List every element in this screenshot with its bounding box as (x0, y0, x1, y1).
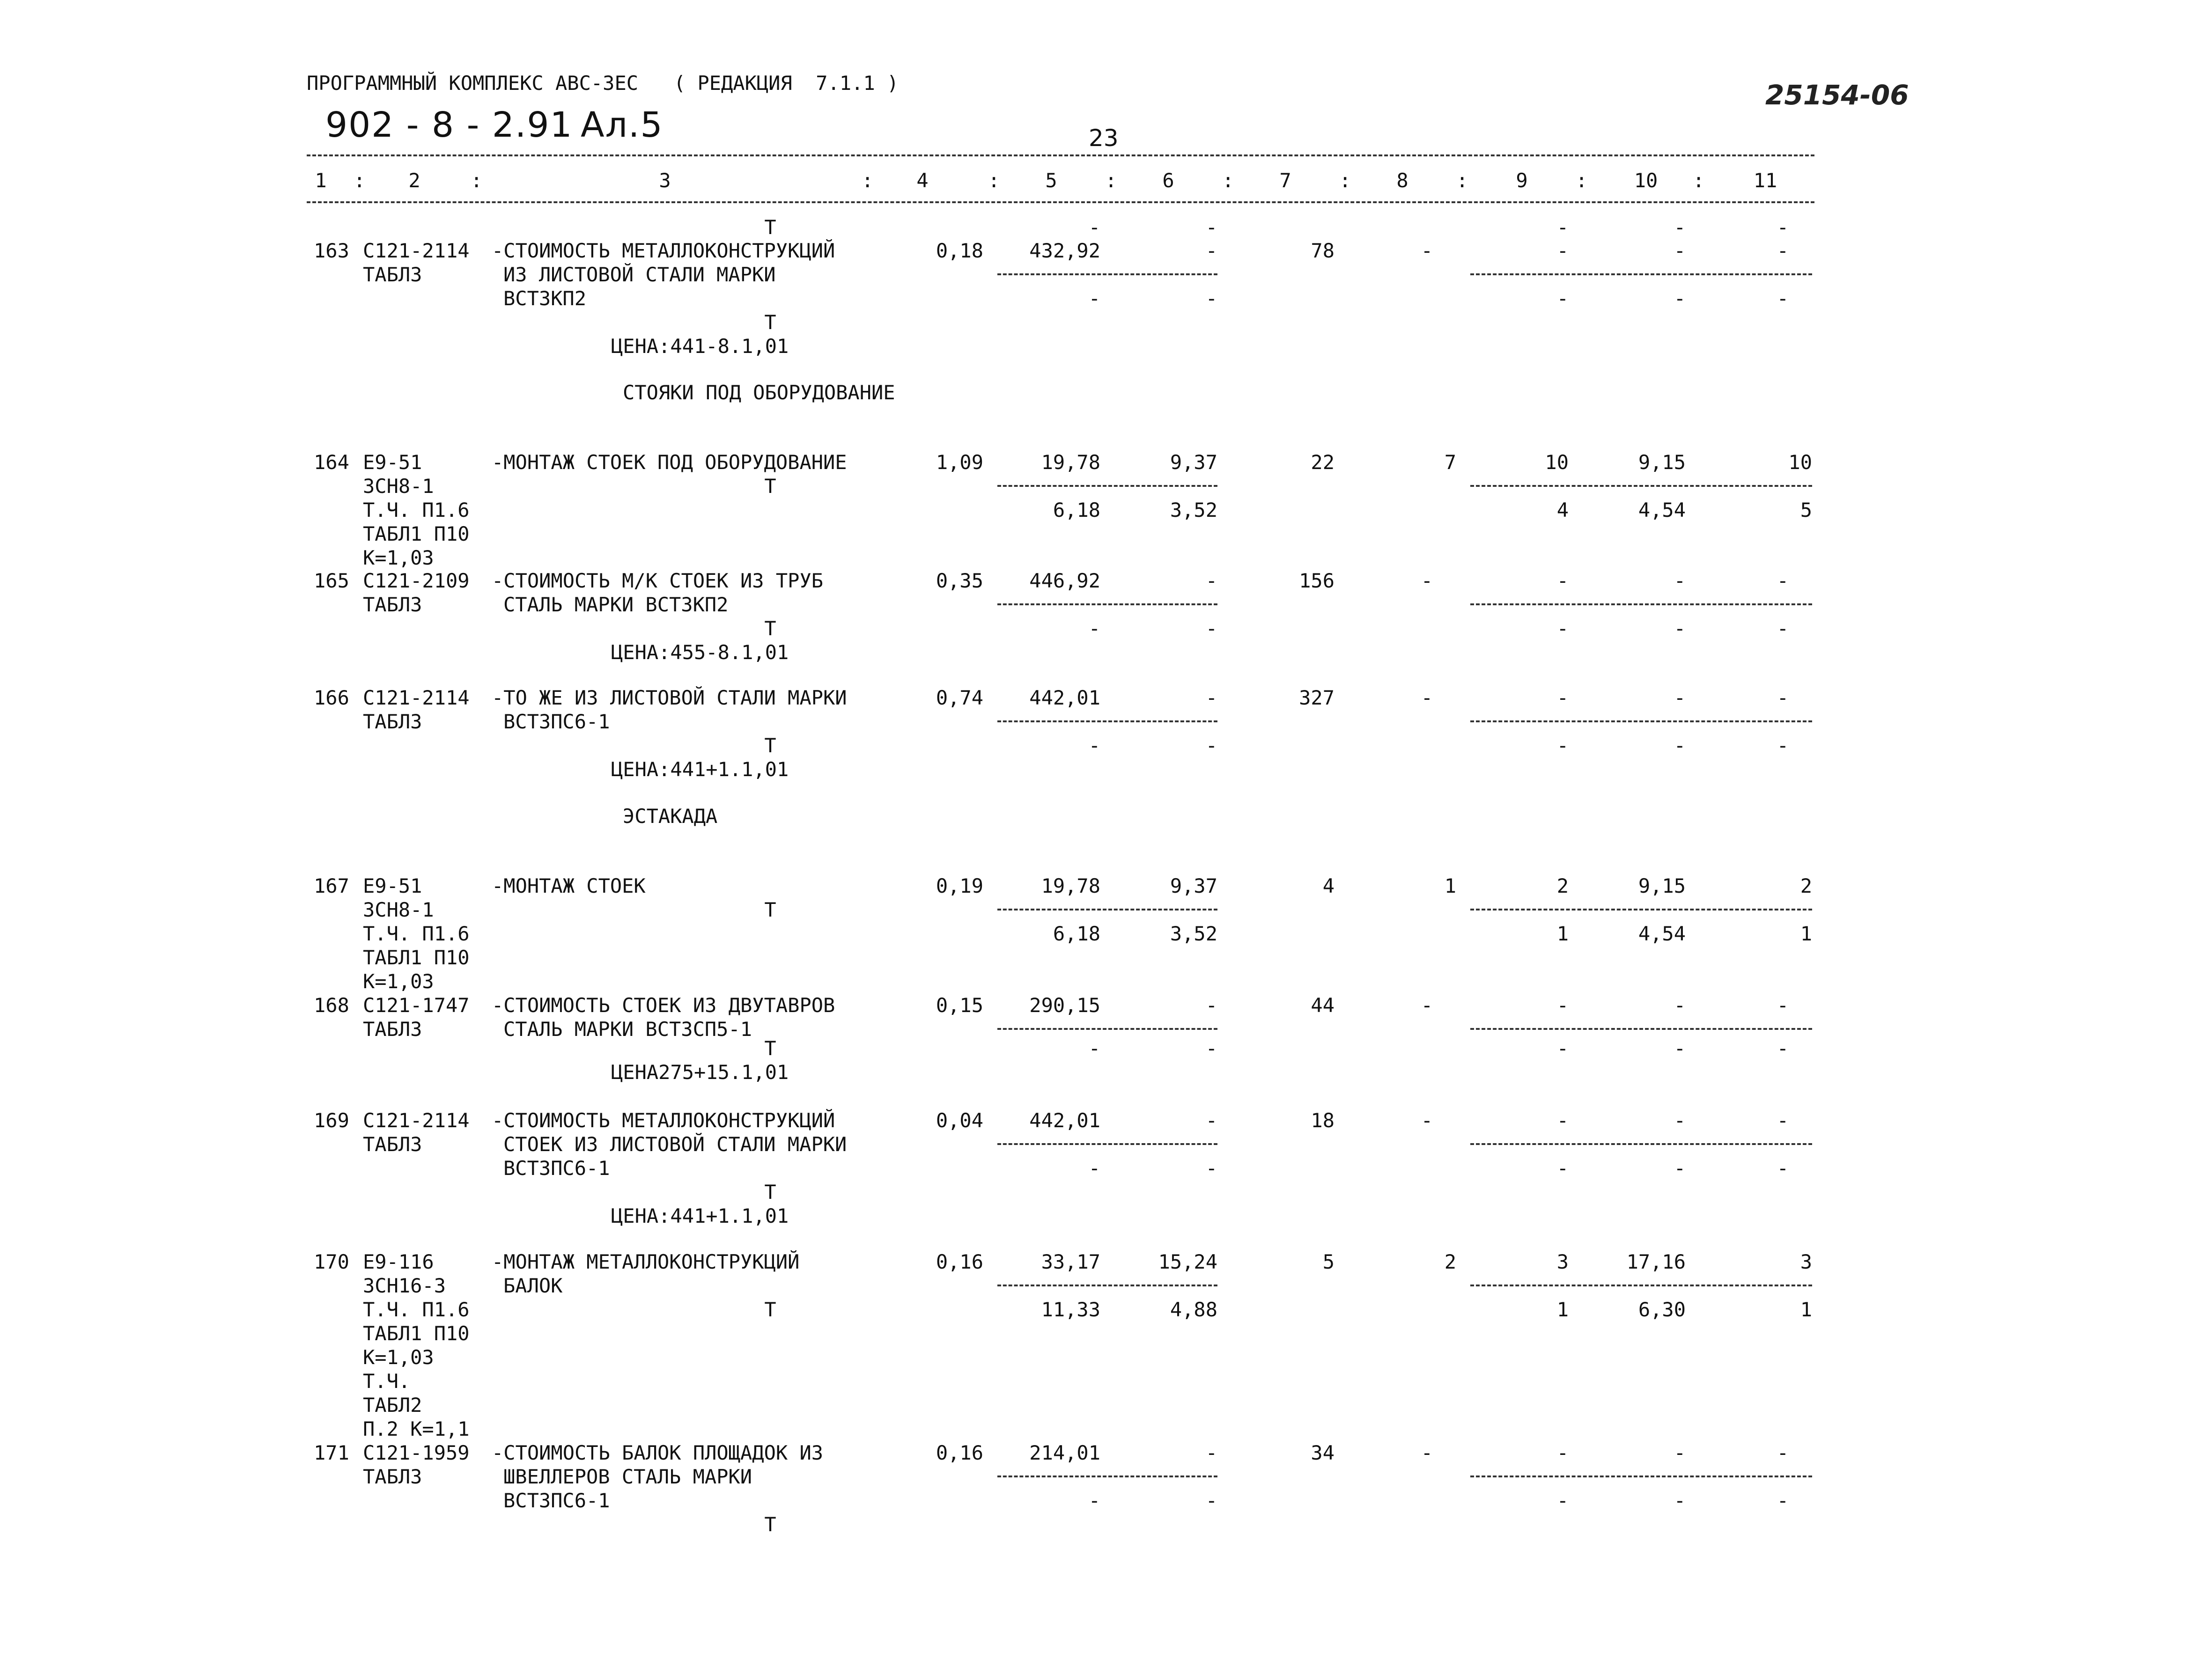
cell: 18 (1311, 1109, 1335, 1132)
price-note: ЦЕНА:441-8.1,01 (611, 335, 789, 358)
row-code-extra: Т.Ч. П1.6 (363, 499, 470, 521)
cell: - (1205, 239, 1217, 262)
cell: 290,15 (1029, 994, 1100, 1017)
cell: 1 (1800, 1298, 1812, 1321)
cell: - (1777, 686, 1789, 709)
row-number: 166 (314, 686, 349, 709)
row-description: СТАЛЬ МАРКИ ВСТ3КП2 (503, 593, 729, 616)
cell-quantity: 0,04 (936, 1109, 983, 1132)
column-header: 5 (1045, 169, 1057, 192)
cell: 6,30 (1638, 1298, 1686, 1321)
cell: - (1777, 617, 1789, 640)
cell: 4 (1322, 874, 1335, 897)
row-description: -СТОИМОСТЬ СТОЕК ИЗ ДВУТАВРОВ (492, 994, 835, 1017)
cell: 7 (1444, 451, 1456, 474)
row-description: БАЛОК (503, 1274, 563, 1297)
cell: - (1421, 1441, 1433, 1464)
row-code: С121-1959 (363, 1441, 470, 1464)
cell-divider (1470, 909, 1812, 910)
section-heading: ЭСТАКАДА (623, 805, 718, 828)
row-code-extra: Т.Ч. П1.6 (363, 1298, 470, 1321)
cell: - (1777, 569, 1789, 592)
cell: - (1674, 1037, 1686, 1060)
column-header: 8 (1396, 169, 1408, 192)
cell: - (1556, 617, 1569, 640)
cell-divider (1470, 720, 1812, 722)
cell: - (1777, 1441, 1789, 1464)
program-title: ПРОГРАММНЫЙ КОМПЛЕКС АВС-ЗЕС ( РЕДАКЦИЯ 7.1.1 ) (307, 72, 899, 95)
row-code-extra: ТАБЛ1 П10 (363, 522, 470, 545)
column-header: 6 (1162, 169, 1174, 192)
cell: - (1088, 287, 1100, 310)
column-separator: : (1576, 169, 1588, 192)
cell: - (1556, 216, 1569, 239)
column-header: 4 (916, 169, 929, 192)
row-code-extra: ТАБЛ1 П10 (363, 946, 470, 969)
price-note: ЦЕНА:455-8.1,01 (611, 641, 789, 664)
row-code: С121-2114 (363, 686, 470, 709)
cell: 1 (1556, 922, 1569, 945)
cell-divider (1470, 603, 1812, 605)
row-code-extra: К=1,03 (363, 546, 434, 569)
cell: - (1556, 686, 1569, 709)
cell: 3 (1556, 1250, 1569, 1273)
row-code: С121-2114 (363, 239, 470, 262)
cell: - (1205, 617, 1217, 640)
column-separator: : (354, 169, 366, 192)
cell: 9,37 (1170, 874, 1217, 897)
row-description: -СТОИМОСТЬ М/К СТОЕК ИЗ ТРУБ (492, 569, 824, 592)
cell: - (1556, 287, 1569, 310)
cell: - (1674, 1489, 1686, 1512)
cell: - (1777, 239, 1789, 262)
row-description: -МОНТАЖ СТОЕК (492, 874, 646, 897)
row-description: -ТО ЖЕ ИЗ ЛИСТОВОЙ СТАЛИ МАРКИ (492, 686, 847, 709)
cell: 19,78 (1041, 874, 1100, 897)
cell: 3 (1800, 1250, 1812, 1273)
cell: - (1556, 1109, 1569, 1132)
cell: 2 (1444, 1250, 1456, 1273)
row-description: -СТОИМОСТЬ МЕТАЛЛОКОНСТРУКЦИЙ (492, 239, 835, 262)
column-header: 11 (1753, 169, 1777, 192)
unit-label: Т (764, 311, 776, 334)
row-code: С121-1747 (363, 994, 470, 1017)
row-description: -СТОИМОСТЬ МЕТАЛЛОКОНСТРУКЦИЙ (492, 1109, 835, 1132)
unit-label: Т (764, 617, 776, 640)
cell-quantity: 0,15 (936, 994, 983, 1017)
row-code-extra: ТАБЛ2 (363, 1394, 422, 1417)
row-code: Е9-116 (363, 1250, 434, 1273)
row-description: СТАЛЬ МАРКИ ВСТ3СП5-1 (503, 1018, 752, 1041)
unit-label: Т (764, 898, 776, 921)
cell: - (1777, 1109, 1789, 1132)
cell: 4 (1556, 499, 1569, 521)
cell: 442,01 (1029, 1109, 1100, 1132)
cell: - (1205, 1157, 1217, 1180)
cell: 15,24 (1158, 1250, 1217, 1273)
cell: - (1556, 1489, 1569, 1512)
cell: - (1205, 287, 1217, 310)
cell: - (1674, 569, 1686, 592)
cell-quantity: 0,19 (936, 874, 983, 897)
column-header: 9 (1516, 169, 1528, 192)
cell: - (1674, 617, 1686, 640)
cell-divider (1470, 485, 1812, 487)
row-description: -МОНТАЖ МЕТАЛЛОКОНСТРУКЦИЙ (492, 1250, 800, 1273)
cell: 432,92 (1029, 239, 1100, 262)
cell: 4,54 (1638, 922, 1686, 945)
cell: - (1205, 569, 1217, 592)
cell: - (1674, 1441, 1686, 1464)
row-code: Е9-51 (363, 451, 422, 474)
cell: 9,37 (1170, 451, 1217, 474)
row-description: ВСТ3ПС6-1 (503, 1489, 610, 1512)
album-number: Ал.5 (581, 105, 664, 145)
cell: - (1556, 1441, 1569, 1464)
row-number: 170 (314, 1250, 349, 1273)
cell: - (1777, 1157, 1789, 1180)
cell: - (1205, 686, 1217, 709)
cell: - (1421, 994, 1433, 1017)
cell-divider (997, 1475, 1217, 1477)
column-separator: : (1456, 169, 1468, 192)
row-code-extra: П.2 К=1,1 (363, 1417, 470, 1440)
row-code-extra: ТАБЛ3 (363, 1133, 422, 1156)
cell: - (1205, 1441, 1217, 1464)
cell-divider (1470, 1028, 1812, 1030)
row-number: 167 (314, 874, 349, 897)
cell: 9,15 (1638, 874, 1686, 897)
cell: - (1556, 239, 1569, 262)
cell-divider (997, 273, 1217, 275)
row-description: ВСТ3ПС6-1 (503, 710, 610, 733)
column-header: 1 (315, 169, 327, 192)
cell-divider (997, 909, 1217, 910)
row-number: 171 (314, 1441, 349, 1464)
cell-quantity: 0,74 (936, 686, 983, 709)
cell: 17,16 (1626, 1250, 1686, 1273)
cell: 10 (1788, 451, 1812, 474)
cell: 1 (1444, 874, 1456, 897)
row-code-extra: ЗСН8-1 (363, 475, 434, 498)
cell-divider (997, 720, 1217, 722)
cell: - (1777, 994, 1789, 1017)
cell: - (1674, 239, 1686, 262)
cell: - (1777, 1489, 1789, 1512)
cell: - (1421, 569, 1433, 592)
cell-divider (997, 1285, 1217, 1286)
cell: - (1088, 216, 1100, 239)
cell: 1 (1800, 922, 1812, 945)
row-code-extra: ТАБЛ3 (363, 593, 422, 616)
cell: - (1421, 686, 1433, 709)
cell: 78 (1311, 239, 1335, 262)
row-description: -СТОИМОСТЬ БАЛОК ПЛОЩАДОК ИЗ (492, 1441, 824, 1464)
column-header: 7 (1279, 169, 1291, 192)
cell: 6,18 (1053, 499, 1100, 521)
cell: 44 (1311, 994, 1335, 1017)
row-code: С121-2109 (363, 569, 470, 592)
cell: 9,15 (1638, 451, 1686, 474)
cell: - (1205, 216, 1217, 239)
cell: - (1674, 287, 1686, 310)
cell: - (1088, 1157, 1100, 1180)
cell: 22 (1311, 451, 1335, 474)
row-code-extra: К=1,03 (363, 970, 434, 993)
cell: 442,01 (1029, 686, 1100, 709)
unit-label: Т (764, 1181, 776, 1204)
cell: - (1421, 1109, 1433, 1132)
cell: - (1088, 617, 1100, 640)
column-header: 3 (659, 169, 671, 192)
cell-quantity: 1,09 (936, 451, 983, 474)
cell: - (1556, 569, 1569, 592)
row-code-extra: К=1,03 (363, 1346, 434, 1369)
cell: - (1777, 287, 1789, 310)
column-separator: : (988, 169, 1000, 192)
cell-quantity: 0,16 (936, 1250, 983, 1273)
cell: - (1205, 1109, 1217, 1132)
cell: - (1088, 1037, 1100, 1060)
column-separator: : (1339, 169, 1351, 192)
price-note: ЦЕНА:441+1.1,01 (611, 1204, 789, 1227)
cell: - (1777, 1037, 1789, 1060)
cell: - (1205, 994, 1217, 1017)
cell: - (1674, 994, 1686, 1017)
row-description: ВСТ3ПС6-1 (503, 1157, 610, 1180)
row-description: ВСТ3КП2 (503, 287, 587, 310)
cell: 3,52 (1170, 499, 1217, 521)
row-code-extra: ТАБЛ3 (363, 1018, 422, 1041)
cell-divider (1470, 1285, 1812, 1286)
row-code-extra: ЗСН16-3 (363, 1274, 446, 1297)
cell-quantity: 0,16 (936, 1441, 983, 1464)
price-note: ЦЕНА275+15.1,01 (611, 1061, 789, 1084)
row-code-extra: ТАБЛ3 (363, 710, 422, 733)
column-separator: : (1693, 169, 1705, 192)
cell-divider (997, 603, 1217, 605)
row-description: -МОНТАЖ СТОЕК ПОД ОБОРУДОВАНИЕ (492, 451, 847, 474)
row-number: 165 (314, 569, 349, 592)
cell: - (1674, 734, 1686, 757)
row-code-extra: ТАБЛ3 (363, 263, 422, 286)
page-number: 23 (1089, 125, 1119, 152)
unit-label: Т (764, 1298, 776, 1321)
cell-divider (1470, 1143, 1812, 1145)
row-number: 169 (314, 1109, 349, 1132)
row-code: Е9-51 (363, 874, 422, 897)
cell-quantity: 0,18 (936, 239, 983, 262)
row-number: 164 (314, 451, 349, 474)
column-separator: : (471, 169, 483, 192)
unit-label: Т (764, 216, 776, 239)
cell: 34 (1311, 1441, 1335, 1464)
column-header: 2 (408, 169, 420, 192)
row-code-extra: ТАБЛ3 (363, 1465, 422, 1488)
cell-divider (1470, 1475, 1812, 1477)
cell-divider (997, 1028, 1217, 1030)
cell: 33,17 (1041, 1250, 1100, 1273)
unit-label: Т (764, 1513, 776, 1536)
cell: - (1674, 1109, 1686, 1132)
cell: 446,92 (1029, 569, 1100, 592)
cell: 6,18 (1053, 922, 1100, 945)
unit-label: Т (764, 734, 776, 757)
cell: - (1556, 1157, 1569, 1180)
cell-divider (1470, 273, 1812, 275)
cell: 5 (1322, 1250, 1335, 1273)
document-code: 902 - 8 - 2.91 (325, 105, 573, 145)
column-separator: : (1222, 169, 1234, 192)
row-code: С121-2114 (363, 1109, 470, 1132)
section-heading: СТОЯКИ ПОД ОБОРУДОВАНИЕ (623, 381, 895, 404)
cell-quantity: 0,35 (936, 569, 983, 592)
cell: 327 (1299, 686, 1335, 709)
cell: - (1088, 1489, 1100, 1512)
cell: - (1205, 1037, 1217, 1060)
header-divider-top (307, 154, 1814, 156)
cell: - (1674, 1157, 1686, 1180)
row-number: 163 (314, 239, 349, 262)
cell: 19,78 (1041, 451, 1100, 474)
cell: 4,88 (1170, 1298, 1217, 1321)
cell: 1 (1556, 1298, 1569, 1321)
price-note: ЦЕНА:441+1.1,01 (611, 758, 789, 781)
archive-stamp: 25154-06 (1765, 79, 1909, 111)
cell: - (1205, 1489, 1217, 1512)
cell: 4,54 (1638, 499, 1686, 521)
cell-divider (997, 485, 1217, 487)
row-description: ШВЕЛЛЕРОВ СТАЛЬ МАРКИ (503, 1465, 752, 1488)
row-code-extra: ЗСН8-1 (363, 898, 434, 921)
cell: - (1674, 686, 1686, 709)
cell: 11,33 (1041, 1298, 1100, 1321)
column-header: 10 (1634, 169, 1658, 192)
cell: 10 (1545, 451, 1569, 474)
cell: - (1205, 734, 1217, 757)
cell: - (1556, 994, 1569, 1017)
cell: 214,01 (1029, 1441, 1100, 1464)
row-description: ИЗ ЛИСТОВОЙ СТАЛИ МАРКИ (503, 263, 776, 286)
unit-label: Т (764, 1037, 776, 1060)
row-number: 168 (314, 994, 349, 1017)
row-code-extra: ТАБЛ1 П10 (363, 1322, 470, 1345)
cell-divider (997, 1143, 1217, 1145)
row-code-extra: Т.Ч. (363, 1370, 411, 1393)
cell: 2 (1800, 874, 1812, 897)
cell: 3,52 (1170, 922, 1217, 945)
unit-label: Т (764, 475, 776, 498)
cell: - (1777, 216, 1789, 239)
column-separator: : (862, 169, 874, 192)
column-separator: : (1105, 169, 1117, 192)
cell: - (1556, 734, 1569, 757)
cell: - (1674, 216, 1686, 239)
row-code-extra: Т.Ч. П1.6 (363, 922, 470, 945)
cell: - (1556, 1037, 1569, 1060)
row-description: СТОЕК ИЗ ЛИСТОВОЙ СТАЛИ МАРКИ (503, 1133, 847, 1156)
cell: - (1088, 734, 1100, 757)
cell: - (1421, 239, 1433, 262)
cell: 5 (1800, 499, 1812, 521)
cell: 156 (1299, 569, 1335, 592)
cell: 2 (1556, 874, 1569, 897)
cell: - (1777, 734, 1789, 757)
header-divider-bottom (307, 201, 1814, 203)
